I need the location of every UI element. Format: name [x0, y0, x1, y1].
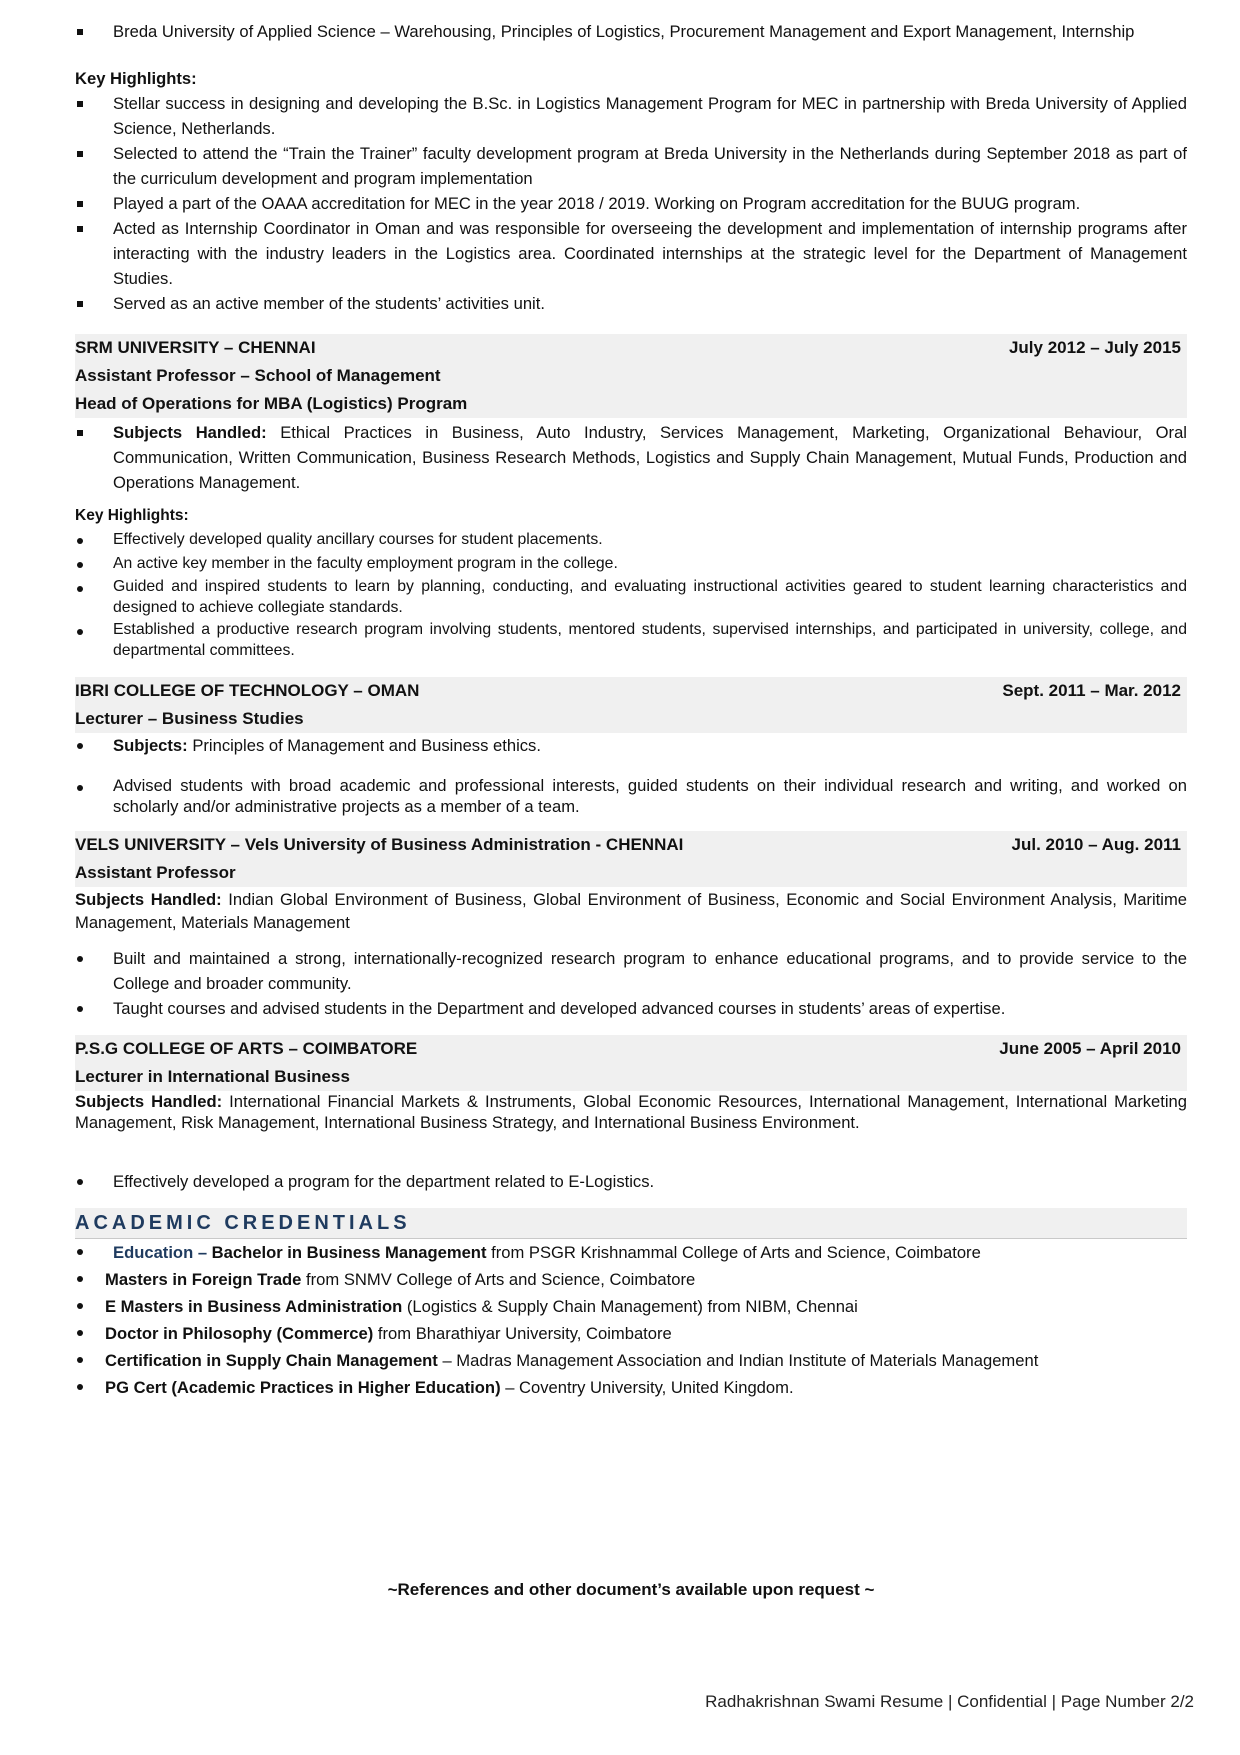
resume-page: [75, 0, 1187, 1599]
job-dates: Jul. 2010 – Aug. 2011: [1011, 835, 1181, 854]
list-item: Acted as Internship Coordinator in Oman and was responsible for overseeing the development and implementation of internship programs after interacting with the industry leaders in the Logistics area. Coordinated internships at the strategic level for the Department of Management Studies.: [75, 216, 1187, 291]
list-item: Stellar success in designing and developing the B.Sc. in Logistics Management Program for MEC in partnership with Breda University of Applied Science, Netherlands.: [75, 91, 1187, 141]
job-role: Lecturer – Business Studies: [75, 709, 304, 728]
credential-detail: – Madras Management Association and Indian Institute of Materials Management: [437, 1351, 1039, 1370]
list-item: Advised students with broad academic and professional interests, guided students on their individual research and writing, and worked on scholarly and/or administrative projects as a member of a team.: [75, 775, 1187, 817]
education-label: Education –: [113, 1243, 208, 1262]
references-note: ~References and other document’s available upon request ~: [387, 1580, 875, 1599]
job-dates: Sept. 2011 – Mar. 2012: [1002, 681, 1181, 700]
job-header: [75, 1035, 1187, 1091]
academic-credentials-section: [75, 1208, 1187, 1401]
job-vels: [75, 831, 1187, 1021]
list-item: Served as an active member of the students’ activities unit.: [75, 291, 1187, 316]
key-highlights-section: [75, 66, 1187, 316]
credentials-list: [75, 1239, 1187, 1401]
list-item: [75, 420, 1187, 495]
employer-name: P.S.G COLLEGE OF ARTS – COIMBATORE: [75, 1039, 418, 1058]
list-item: [75, 1239, 1187, 1266]
subjects-label: Subjects Handled:: [113, 423, 267, 442]
job-ibri: [75, 677, 1187, 817]
section-title: ACADEMIC CREDENTIALS: [75, 1208, 1187, 1239]
job-psg: [75, 1035, 1187, 1194]
subjects-list: [75, 420, 1187, 495]
employer-name: VELS UNIVERSITY – Vels University of Business Administration - CHENNAI: [75, 835, 684, 854]
list-item: [75, 1266, 1187, 1293]
job-dates: June 2005 – April 2010: [999, 1039, 1181, 1058]
credential-detail: (Logistics & Supply Chain Management) from NIBM, Chennai: [402, 1297, 858, 1316]
list-item: Guided and inspired students to learn by planning, conducting, and evaluating instructional activities geared to student learning characteristics and designed to achieve collegiate standards.: [75, 576, 1187, 618]
credential-title: Bachelor in Business Management: [211, 1243, 487, 1262]
list-item: Effectively developed quality ancillary courses for student placements.: [75, 528, 1187, 551]
job-role: Head of Operations for MBA (Logistics) Program: [75, 394, 468, 413]
subjects-text: Principles of Management and Business ethics.: [187, 736, 541, 755]
page-footer: Radhakrishnan Swami Resume | Confidential | Page Number 2/2: [705, 1692, 1194, 1711]
job-header: [75, 334, 1187, 418]
key-highlights-heading: Key Highlights:: [75, 69, 197, 88]
job-title-row: [75, 334, 1187, 362]
job-dates: July 2012 – July 2015: [1008, 338, 1181, 357]
subjects-text: International Financial Markets & Instruments, Global Economic Resources, International Management, International Marketing Management, Risk Management, International Business Strategy, and International Business Environment.: [75, 1092, 1187, 1132]
key-highlights-list: [75, 528, 1187, 661]
job-title-row: [75, 677, 1187, 705]
credential-detail: from PSGR Krishnammal College of Arts and Science, Coimbatore: [486, 1243, 981, 1262]
list-item: Played a part of the OAAA accreditation for MEC in the year 2018 / 2019. Working on Program accreditation for the BUUG program.: [75, 191, 1187, 216]
subjects-label: Subjects:: [113, 736, 188, 755]
employer-name: IBRI COLLEGE OF TECHNOLOGY – OMAN: [75, 681, 420, 700]
credential-title: Doctor in Philosophy (Commerce): [105, 1324, 374, 1343]
list-item: Breda University of Applied Science – Warehousing, Principles of Logistics, Procurement Management and Export Management, Internship: [75, 19, 1187, 44]
employer-name: SRM UNIVERSITY – CHENNAI: [75, 338, 316, 357]
credential-title: Masters in Foreign Trade: [105, 1270, 302, 1289]
credential-title: PG Cert (Academic Practices in Higher Education): [105, 1378, 501, 1397]
list-item: Established a productive research program involving students, mentored students, supervised internships, and participated in university, college, and departmental committees.: [75, 619, 1187, 661]
subjects-text: Indian Global Environment of Business, Global Environment of Business, Economic and Social Environment Analysis, Maritime Management, Materials Management: [75, 890, 1187, 932]
subjects-list: [75, 733, 1187, 817]
list-item: [75, 733, 1187, 758]
list-item: Effectively developed a program for the department related to E-Logistics.: [75, 1169, 1187, 1194]
job-title-row: [75, 831, 1187, 859]
credential-detail: from Bharathiyar University, Coimbatore: [373, 1324, 672, 1343]
credential-detail: – Coventry University, United Kingdom.: [500, 1378, 794, 1397]
job-title-row: [75, 1035, 1187, 1063]
list-item: An active key member in the faculty employment program in the college.: [75, 552, 1187, 575]
job-header: [75, 831, 1187, 887]
job-role: Assistant Professor – School of Management: [75, 366, 441, 385]
list-item: [75, 1374, 1187, 1401]
job-role: Assistant Professor: [75, 863, 236, 882]
credential-detail: from SNMV College of Arts and Science, Coimbatore: [301, 1270, 696, 1289]
credential-title: Certification in Supply Chain Management: [105, 1351, 438, 1370]
list-item: Selected to attend the “Train the Trainer” faculty development program at Breda University in the Netherlands during September 2018 as part of the curriculum development and program implementation: [75, 141, 1187, 191]
intro-list: [75, 19, 1187, 44]
subjects-paragraph: [75, 1091, 1187, 1133]
job-role: Lecturer in International Business: [75, 1067, 350, 1086]
list-item: [75, 1293, 1187, 1320]
list-item: [75, 1347, 1187, 1374]
job-header: [75, 677, 1187, 733]
job-srm: [75, 334, 1187, 661]
key-highlights-list: [75, 91, 1187, 316]
duties-list: [75, 946, 1187, 1021]
list-item: Built and maintained a strong, internationally-recognized research program to enhance educational programs, and to provide service to the College and broader community.: [75, 946, 1187, 996]
key-highlights-heading: Key Highlights:: [75, 507, 189, 524]
subjects-paragraph: [75, 888, 1187, 934]
subjects-text: Ethical Practices in Business, Auto Industry, Services Management, Marketing, Organizational Behaviour, Oral Communication, Written Communication, Business Research Methods, Logistics and Supply Chain Management, Mutual Funds, Production and Operations Management.: [113, 423, 1187, 492]
credential-title: E Masters in Business Administration: [105, 1297, 403, 1316]
list-item: Taught courses and advised students in the Department and developed advanced courses in students’ areas of expertise.: [75, 996, 1187, 1021]
subjects-label: Subjects Handled:: [75, 890, 222, 909]
duties-list: [75, 1169, 1187, 1194]
list-item: [75, 1320, 1187, 1347]
subjects-label: Subjects Handled:: [75, 1092, 223, 1111]
